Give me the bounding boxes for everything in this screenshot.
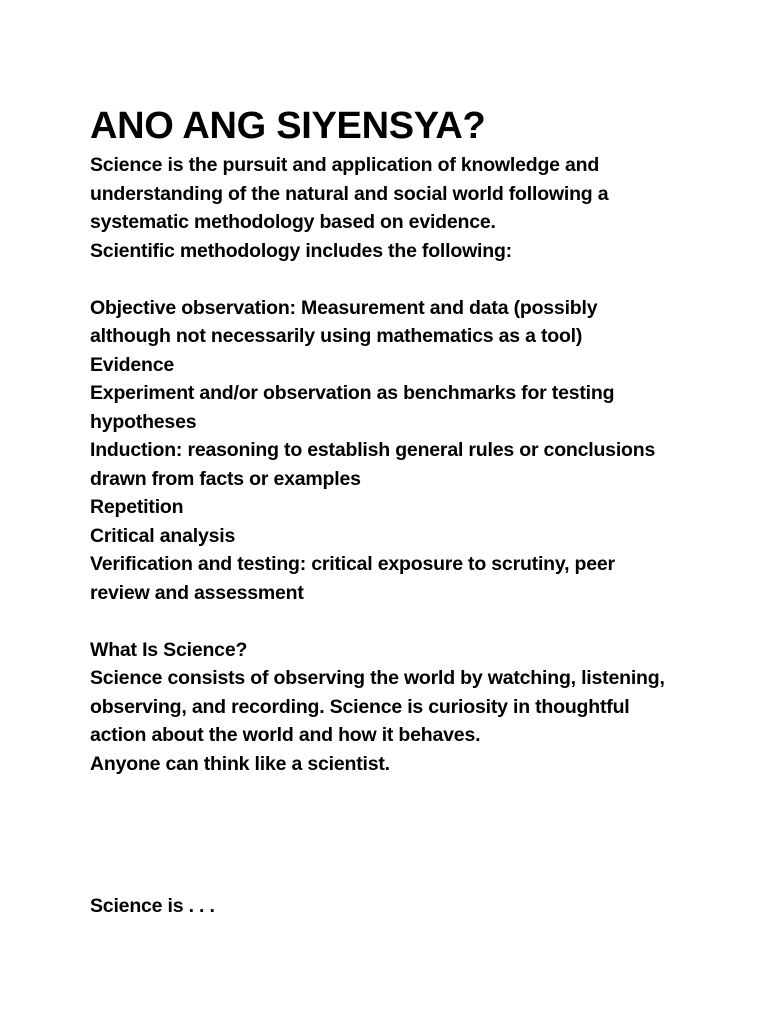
document-body — [90, 103, 730, 921]
intro-section — [90, 151, 730, 265]
intro-line: understanding of the natural and social world following a — [90, 182, 609, 205]
what-is-line: Science consists of observing the world by watching, listening, — [90, 667, 665, 689]
paragraph-spacer — [90, 265, 730, 294]
intro-line: Science is the pursuit and application of knowledge and — [90, 154, 600, 176]
methodology-line: Objective observation: Measurement and data (possibly — [90, 296, 598, 319]
paragraph-spacer — [90, 607, 730, 636]
what-is-science-section — [90, 636, 730, 779]
methodology-line: although not necessarily using mathematics as a tool) — [90, 325, 583, 347]
methodology-section — [90, 294, 730, 608]
methodology-line: hypotheses — [90, 410, 197, 433]
closing-line: Science is . . . — [90, 895, 215, 917]
what-is-line: action about the world and how it behaves. — [90, 724, 481, 746]
methodology-line: Evidence — [90, 353, 175, 376]
methodology-line: Repetition — [90, 496, 184, 518]
methodology-line: Critical analysis — [90, 524, 236, 547]
page-title: ANO ANG SIYENSYA? — [90, 105, 486, 147]
what-is-line: Anyone can think like a scientist. — [90, 752, 390, 775]
paragraph-spacer — [90, 778, 730, 892]
methodology-line: Verification and testing: critical exposure to scrutiny, peer — [90, 553, 615, 575]
methodology-line: review and assessment — [90, 581, 304, 604]
intro-line: systematic methodology based on evidence. — [90, 211, 496, 233]
methodology-line: drawn from facts or examples — [90, 467, 361, 490]
section-heading: What Is Science? — [90, 638, 248, 661]
intro-line: Scientific methodology includes the following: — [90, 239, 512, 262]
what-is-line: observing, and recording. Science is curiosity in thoughtful — [90, 695, 630, 718]
methodology-line: Experiment and/or observation as benchmarks for testing — [90, 382, 615, 404]
methodology-line: Induction: reasoning to establish general rules or conclusions — [90, 439, 656, 461]
